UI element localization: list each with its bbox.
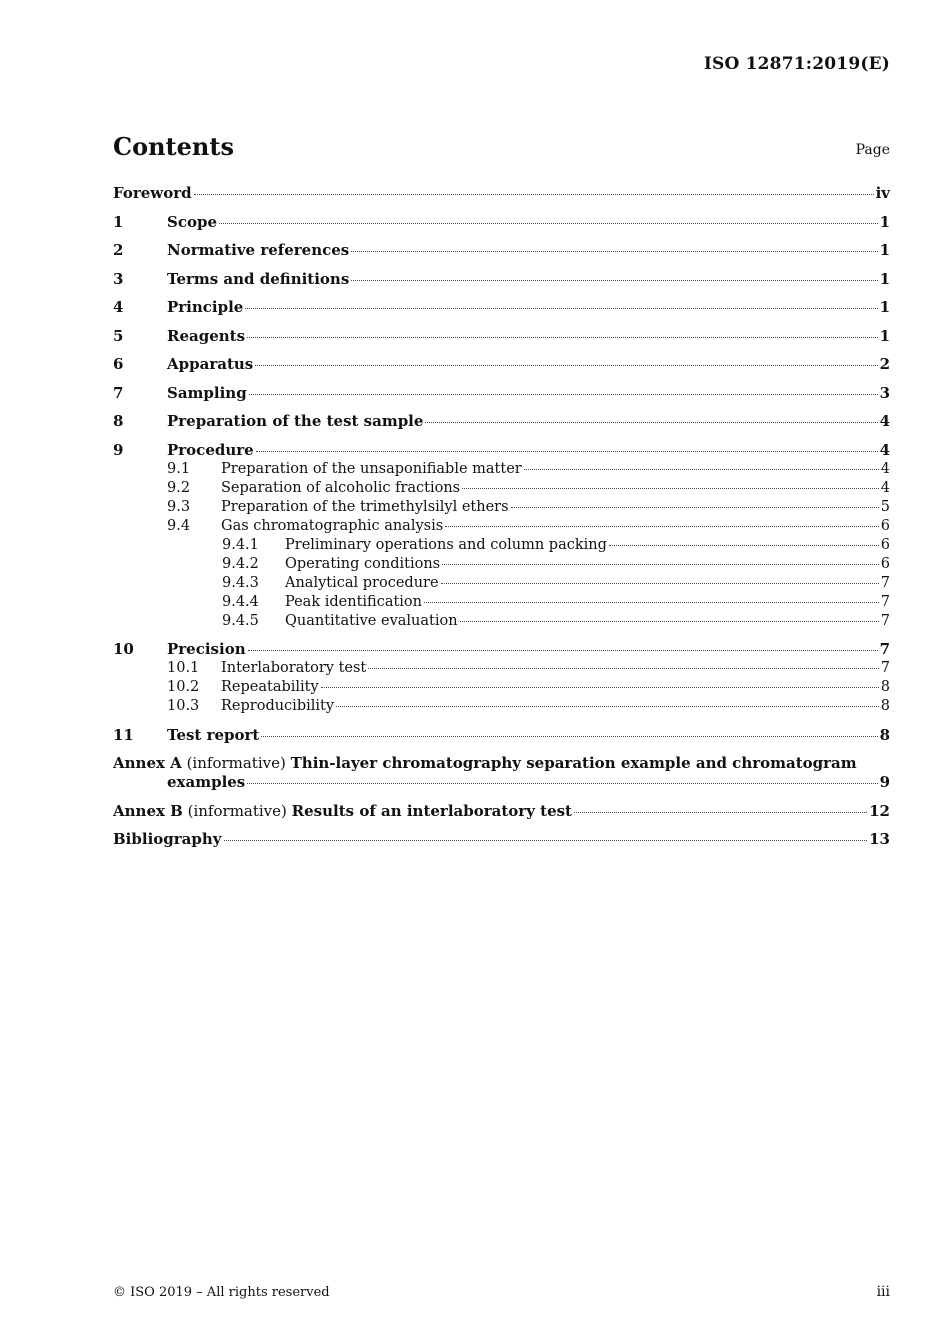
dot-leader	[247, 337, 878, 338]
toc-page: 7	[880, 612, 890, 629]
dot-leader	[445, 526, 879, 527]
toc-title: Preparation of the test sample	[167, 412, 424, 430]
toc-number: 9.2	[167, 479, 191, 496]
toc-title: Gas chromatographic analysis	[221, 517, 444, 534]
dot-leader	[336, 706, 879, 707]
toc-title: Analytical procedure	[285, 574, 439, 591]
annex-label: Annex A	[113, 754, 182, 772]
annex-title: Thin-layer chromatography separation example and chromatogram	[290, 754, 857, 772]
toc-page: 1	[879, 298, 890, 316]
toc-title: Sampling	[167, 383, 247, 402]
annex-title: Results of an interlaboratory test	[291, 801, 572, 820]
toc-title: Preparation of the trimethylsilyl ethers	[221, 498, 509, 515]
toc-title: Reagents	[167, 326, 246, 345]
toc-entry-annex-b[interactable]	[113, 802, 890, 821]
contents-title: Contents	[113, 132, 234, 161]
dot-leader	[255, 365, 877, 366]
table-of-contents	[113, 184, 890, 849]
dot-leader	[460, 621, 879, 622]
toc-page: 1	[879, 212, 890, 231]
toc-number: 7	[113, 383, 124, 402]
dot-leader	[247, 783, 877, 784]
toc-title: Bibliography	[113, 830, 222, 848]
toc-title: Precision	[167, 640, 246, 658]
toc-entry-6[interactable]	[113, 355, 890, 374]
toc-title: Separation of alcoholic fractions	[221, 479, 461, 496]
toc-number: 9.3	[167, 498, 191, 515]
toc-title: Interlaboratory test	[221, 660, 367, 676]
toc-title: Test report	[167, 725, 260, 744]
toc-title: Terms and definitions	[167, 269, 350, 288]
toc-entry-10-1[interactable]	[113, 659, 890, 678]
toc-number: 10.3	[167, 698, 200, 714]
dot-leader	[261, 736, 877, 737]
toc-entry-4[interactable]	[113, 298, 890, 317]
toc-page: 7	[880, 660, 890, 676]
toc-title: Peak identification	[285, 593, 422, 610]
footer-copyright: © ISO 2019 – All rights reserved	[113, 1285, 330, 1300]
toc-entry-9-2[interactable]	[113, 479, 890, 498]
toc-entry-9[interactable]	[113, 441, 890, 460]
toc-number: 8	[113, 412, 124, 430]
toc-entry-9-4-3[interactable]	[113, 574, 890, 593]
dot-leader	[219, 223, 878, 224]
toc-page: 12	[869, 801, 890, 820]
dot-leader	[351, 280, 877, 281]
toc-entry-1[interactable]	[113, 213, 890, 232]
toc-number: 9.4.5	[222, 612, 259, 629]
toc-title: Scope	[167, 212, 218, 231]
dot-leader	[194, 194, 874, 195]
dot-leader	[424, 602, 879, 603]
dot-leader	[351, 251, 877, 252]
toc-entry-7[interactable]	[113, 384, 890, 403]
toc-entry-9-4-4[interactable]	[113, 593, 890, 612]
toc-page: iv	[875, 184, 890, 202]
dot-leader	[224, 840, 868, 841]
toc-title: Procedure	[167, 440, 254, 459]
toc-entry-bibliography[interactable]	[113, 830, 890, 849]
toc-page: 9	[879, 773, 890, 791]
dot-leader	[442, 564, 879, 565]
toc-page: 8	[880, 698, 890, 714]
dot-leader	[574, 812, 867, 813]
toc-page: 13	[869, 830, 890, 848]
toc-page: 1	[879, 269, 890, 288]
toc-title: Reproducibility	[221, 698, 335, 714]
toc-title: Normative references	[167, 241, 350, 259]
toc-page: 4	[880, 479, 890, 496]
toc-title: Operating conditions	[285, 555, 441, 572]
toc-entry-10-3[interactable]	[113, 697, 890, 716]
toc-page: 4	[879, 440, 890, 459]
dot-leader	[256, 451, 878, 452]
toc-title: Preliminary operations and column packing	[285, 536, 607, 553]
toc-number: 2	[113, 241, 124, 259]
toc-entry-2[interactable]	[113, 241, 890, 260]
toc-entry-9-4-2[interactable]	[113, 555, 890, 574]
toc-number: 9.4	[167, 517, 191, 534]
dot-leader	[249, 394, 878, 395]
toc-page: 6	[880, 536, 890, 553]
toc-page: 8	[880, 679, 890, 695]
toc-entry-9-4-5[interactable]	[113, 612, 890, 631]
toc-page: 7	[879, 640, 890, 658]
dot-leader	[511, 507, 879, 508]
toc-title: Apparatus	[167, 355, 254, 373]
toc-entry-8[interactable]	[113, 412, 890, 431]
toc-page: 5	[880, 498, 890, 515]
toc-page: 4	[879, 412, 890, 430]
toc-number: 6	[113, 355, 124, 373]
dot-leader	[368, 668, 879, 669]
toc-page: 6	[880, 555, 890, 572]
document-id: ISO 12871:2019(E)	[703, 54, 890, 74]
toc-title: Repeatability	[221, 679, 319, 695]
dot-leader	[321, 687, 879, 688]
toc-entry-9-4-1[interactable]	[113, 536, 890, 555]
toc-number: 5	[113, 326, 124, 345]
toc-page: 6	[880, 517, 890, 534]
toc-number: 1	[113, 212, 124, 231]
toc-title: Foreword	[113, 184, 192, 202]
dot-leader	[524, 469, 879, 470]
toc-page: 1	[879, 241, 890, 259]
dot-leader	[425, 422, 877, 423]
annex-label: Annex B	[113, 801, 183, 820]
toc-entry-10[interactable]	[113, 640, 890, 659]
dot-leader	[248, 650, 878, 651]
toc-page: 4	[880, 460, 890, 477]
toc-number: 11	[113, 725, 134, 744]
toc-entry-10-2[interactable]	[113, 678, 890, 697]
toc-number: 10	[113, 640, 134, 658]
toc-title: Principle	[167, 298, 244, 316]
toc-title: Quantitative evaluation	[285, 612, 458, 629]
toc-number: 9	[113, 440, 124, 459]
toc-number: 3	[113, 269, 124, 288]
toc-page: 2	[879, 355, 890, 373]
dot-leader	[441, 583, 879, 584]
toc-page: 7	[880, 593, 890, 610]
dot-leader	[609, 545, 879, 546]
toc-entry-5[interactable]	[113, 327, 890, 346]
toc-title: Preparation of the unsaponifiable matter	[221, 460, 522, 477]
page-column-label: Page	[855, 142, 890, 158]
toc-number: 10.1	[167, 660, 200, 676]
toc-entry-9-3[interactable]	[113, 498, 890, 517]
annex-kind: (informative)	[187, 801, 287, 820]
annex-kind: (informative)	[186, 754, 286, 772]
toc-number: 9.1	[167, 460, 191, 477]
toc-page: 8	[879, 725, 890, 744]
toc-entry-foreword[interactable]	[113, 184, 890, 203]
dot-leader	[462, 488, 879, 489]
toc-page: 3	[879, 383, 890, 402]
dot-leader	[245, 308, 877, 309]
toc-entry-9-1[interactable]	[113, 460, 890, 479]
footer-page-number: iii	[876, 1284, 890, 1300]
toc-number: 9.4.3	[222, 574, 259, 591]
toc-number: 9.4.1	[222, 536, 259, 553]
toc-entry-11[interactable]	[113, 726, 890, 745]
toc-page: 1	[879, 326, 890, 345]
toc-number: 10.2	[167, 679, 200, 695]
toc-number: 9.4.2	[222, 555, 259, 572]
toc-entry-annex-a[interactable]	[113, 754, 890, 792]
toc-entry-3[interactable]	[113, 270, 890, 289]
toc-number: 9.4.4	[222, 593, 259, 610]
toc-entry-9-4[interactable]	[113, 517, 890, 536]
toc-number: 4	[113, 298, 124, 316]
toc-page: 7	[880, 574, 890, 591]
annex-title-continued: examples	[167, 773, 246, 791]
